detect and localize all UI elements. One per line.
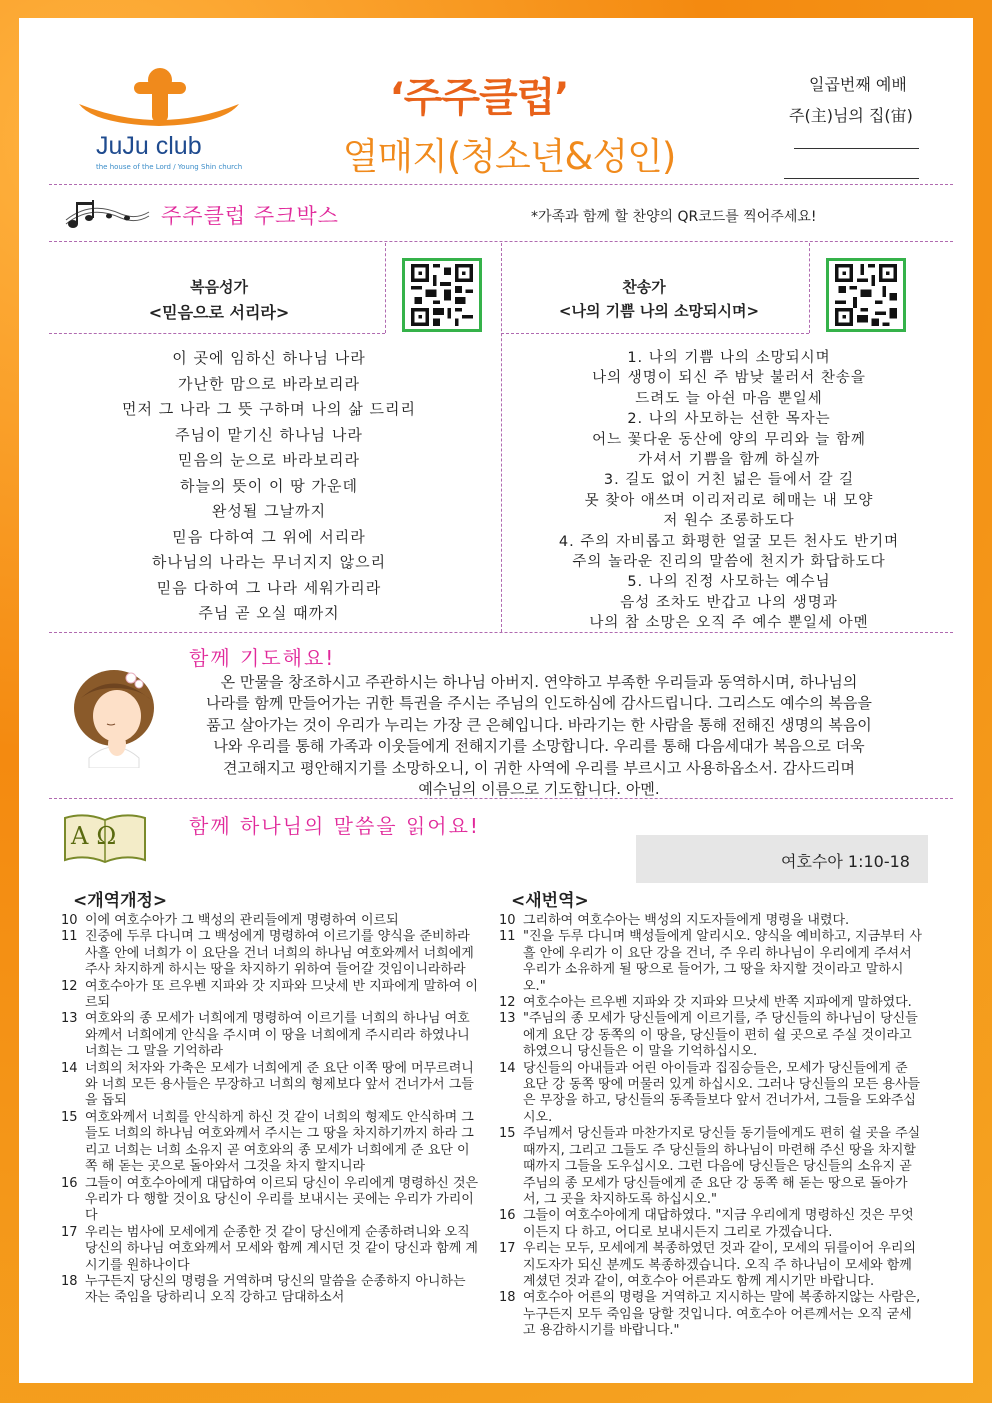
verse: 11 "진을 두루 다니며 백성들에게 알리시오. 양식을 예비하고, 지금부터 사흘 안에 우리가 이 요단 강을 건너, 주 우리 하나님이 우리에게 주셔서 우리가 소유하게 될 땅으로 들어가, 그 땅을 차지할 것이라고 말하시오.": [499, 929, 922, 994]
lyric-line: 나의 생명이 되신 주 밤낮 불러서 찬송을: [592, 370, 866, 387]
verse: 12 여호수아는 르우벤 지파와 갓 지파와 므낫세 반쪽 지파에게 말하였다.: [499, 995, 912, 1011]
lyric-line: 가난한 맘으로 바라보리라: [178, 374, 360, 393]
prayer-line: 나와 우리를 통해 가족과 이웃들에게 전해지기를 소망합니다. 우리를 통해 다음세대가 복음으로 더욱: [213, 737, 865, 756]
old-version-header: <개역개정>: [73, 891, 168, 911]
old-version-verses: [61, 913, 481, 1307]
prayer-text: [149, 672, 929, 800]
lyric-line: 드려도 늘 아쉰 마음 뿐일세: [635, 390, 823, 407]
bible-book-icon: [61, 810, 149, 866]
verse: 14 너희의 처자와 가축은 모세가 너희에게 준 요단 이쪽 땅에 머무르려니와 너희 모든 용사들은 무장하고 너희의 형제보다 앞서 건너가서 그들을 돕되: [61, 1060, 474, 1109]
lyric-line: 5. 나의 진정 사모하는 예수님: [627, 574, 831, 591]
lyric-line: 저 원수 조롱하도다: [663, 513, 795, 530]
new-version-verses: [499, 913, 924, 1340]
lyric-line: 주의 놀라운 진리의 말씀에 천지가 화답하도다: [572, 554, 886, 571]
lyric-line: 못 찾아 애쓰며 이리저리로 헤매는 내 모양: [584, 492, 874, 509]
lyric-line: 주님이 맡기신 하나님 나라: [175, 425, 363, 444]
lyric-line: 믿음의 눈으로 바라보리라: [178, 451, 360, 469]
verse: 13 여호와의 종 모세가 너희에게 명령하여 이르기를 너희의 하나님 여호와께서 너희에게 안식을 주시며 이 땅을 너희에게 주시리라 하였나니 너희는 그 말을 기억하라: [61, 1011, 470, 1060]
lyric-line: 4. 주의 자비롭고 화평한 얼굴 모든 천사도 반기며: [558, 533, 900, 550]
worship-number: 일곱번째 예배: [809, 75, 907, 94]
verse: 10 그리하여 여호수아는 백성의 지도자들에게 명령을 내렸다.: [499, 913, 850, 928]
verse: 16 그들이 여호수아에게 대답하였다. "지금 우리에게 명령하신 것은 무엇이든지 다 하고, 어디로 보내시든지 그리로 가겠습니다.: [499, 1208, 914, 1240]
divider: [501, 333, 809, 334]
prayer-line: 온 만물을 창조하시고 주관하시는 하나님 아버지. 연약하고 부족한 우리들과 동역하시며, 하나님의: [220, 673, 858, 691]
jukebox-title: 주주클럽 주크박스: [161, 204, 339, 228]
juju-club-logo: [74, 66, 244, 176]
lyric-line: 가셔서 기쁨을 함께 하실까: [638, 452, 820, 469]
divider: [49, 184, 953, 185]
qr-code-icon: [832, 264, 900, 326]
lyric-line: 음성 조차도 반갑고 나의 생명과: [620, 594, 838, 611]
verse: 12 여호수아가 또 르우벤 지파와 갓 지파와 므낫세 반 지파에게 말하여 이르되: [61, 978, 478, 1011]
page-subtitle: 열매지(청소년&성인): [342, 135, 676, 178]
divider: [49, 333, 385, 334]
logo-name: JuJu club: [96, 132, 202, 160]
reference-box: [636, 835, 928, 883]
alpha-omega-label: ΑΩ: [71, 822, 125, 850]
music-notes-icon: [61, 190, 151, 235]
verse: 15 주님께서 당신들과 마찬가지로 당신들 동기들에게도 편히 쉴 곳을 주실 때까지, 그리고 그들도 주 당신들의 하나님이 마련해 주신 땅을 차지할 때까지 그들을 도우십시오. 그런 다음에 당신들은 당신들의 소유지 곧 주님의 종 모세가 당신들에게 준 요단 강 동쪽 해 돋는 땅으로 돌아가서, 그 곳을 차지하도록 하십시오.": [499, 1126, 921, 1207]
reading-title: 함께 하나님의 말씀을 읽어요!: [189, 814, 480, 838]
page-title: ‘주주클럽’: [389, 75, 569, 121]
gospel-qr-code[interactable]: [402, 258, 482, 332]
lyric-line: 나의 참 소망은 오직 주 예수 뿐일세 아멘: [589, 615, 869, 632]
hymn-song-title: <나의 기쁨 나의 소망되시며>: [558, 302, 760, 320]
prayer-line: 나라를 함께 만들어가는 귀한 특권을 주시는 주님의 인도하심에 감사드립니다. 그리스도 예수의 복음을: [206, 694, 872, 713]
verse: 10 이에 여호수아가 그 백성의 관리들에게 명령하여 이르되: [61, 913, 399, 928]
lyric-line: 하나님의 나라는 무너지지 않으리: [151, 553, 387, 571]
gospel-song-title: <믿음으로 서리라>: [148, 303, 290, 322]
lyric-line: 믿음 다하여 그 나라 세워가리라: [156, 578, 382, 597]
divider-vertical: [809, 243, 810, 333]
lyric-line: 이 곳에 임하신 하나님 나라: [172, 349, 366, 367]
gospel-lyrics: [59, 346, 479, 627]
gospel-category: 복음성가: [190, 278, 248, 296]
hymn-category: 찬송가: [622, 278, 666, 296]
verse: 18 누구든지 당신의 명령을 거역하며 당신의 말씀을 순종하지 아니하는 자는 죽임을 당하리니 오직 강하고 담대하소서: [61, 1273, 466, 1306]
lyric-line: 완성될 그날까지: [211, 502, 327, 520]
qr-code-icon: [408, 264, 476, 326]
hymn-qr-code[interactable]: [826, 258, 906, 332]
verse: 17 우리는 모두, 모세에게 복종하였던 것과 같이, 모세의 뒤를이어 우리의 지도자가 되신 분께도 복종하겠습니다. 오직 주 하나님이 모세와 함께 계셨던 것과 같이, 여호수아 어른과도 함께 계시기만 바랍니다.: [499, 1241, 916, 1289]
lyric-line: 어느 꽃다운 동산에 양의 무리와 늘 함께: [592, 431, 866, 448]
divider: [49, 241, 953, 242]
blank-line-1: [794, 148, 919, 149]
prayer-line: 예수님의 이름으로 기도합니다. 아멘.: [418, 780, 660, 799]
lyric-line: 주님 곧 오실 때까지: [198, 604, 340, 622]
prayer-title: 함께 기도해요!: [189, 646, 336, 670]
page: [19, 18, 973, 1383]
prayer-line: 품고 살아가는 것이 우리가 누리는 가장 큰 은혜입니다. 바라기는 한 사람을 통해 전해진 생명의 복음이: [206, 715, 872, 734]
lyric-line: 2. 나의 사모하는 선한 목자는: [627, 411, 831, 428]
lyric-line: 믿음 다하여 그 위에 서리라: [172, 527, 366, 546]
verse: 15 여호와께서 너희를 안식하게 하신 것 같이 너희의 형제도 안식하며 그들도 너희의 하나님 여호와께서 주시는 그 땅을 차지하기까지 하라 그리고 너희는 너희 소유지 곧 여호와의 종 모세가 너희에게 준 요단 이쪽 해 돋는 곳으로 돌아와서 그것을 차지 할지니라: [61, 1109, 474, 1175]
verse: 11 진중에 두루 다니며 그 백성에게 명령하여 이르기를 양식을 준비하라 사흘 안에 너희가 이 요단을 건너 너희의 하나님 여호와께서 너희에게 주사 차지하게 하시는 땅을 차지하기 위하여 들어갈 것임이니라하라: [61, 929, 474, 978]
lyric-line: 1. 나의 기쁨 나의 소망되시며: [627, 350, 831, 366]
house-name: 주(主)님의 집(宙): [789, 106, 913, 125]
new-version-header: <새번역>: [511, 891, 589, 911]
logo-tagline: the house of the Lord / Young Shin church: [96, 163, 243, 171]
jukebox-note: *가족과 함께 할 찬양의 QR코드를 찍어주세요!: [531, 209, 817, 225]
lyric-line: 먼저 그 나라 그 뜻 구하며 나의 삶 드리리: [122, 400, 416, 418]
hymn-lyrics: [509, 348, 949, 634]
divider-vertical: [501, 243, 502, 632]
lyric-line: 3. 길도 없이 거친 넓은 들에서 갈 길: [603, 472, 855, 489]
verse: 17 우리는 범사에 모세에게 순종한 것 같이 당신에게 순종하려니와 오직 당신의 하나님 여호와께서 모세와 함께 계시던 것 같이 당신과 함께 계시기를 원하나이다: [61, 1224, 478, 1273]
scripture-reference: 여호수아 1:10-18: [781, 852, 910, 871]
verse: 14 당신들의 아내들과 어린 아이들과 집짐승들은, 모세가 당신들에게 준 요단 강 동쪽 땅에 머물러 있게 하십시오. 그러나 당신들의 모든 용사들은 무장을 하고, 당신들의 동족들보다 앞서 건너가서, 그들을 도와주십시오.: [499, 1060, 921, 1125]
verse: 16 그들이 여호수아에게 대답하여 이르되 당신이 우리에게 명령하신 것은 우리가 다 행할 것이요 당신이 우리를 보내시는 곳에는 우리가 가리이다: [61, 1175, 479, 1224]
divider-vertical: [385, 243, 386, 333]
verse: 13 "주님의 종 모세가 당신들에게 이르기를, 주 당신들의 하나님이 당신들에게 요단 강 동쪽의 이 땅을, 당신들이 편히 쉴 곳으로 주실 것이라고 하였으니 당신들은 이 말을 기억하십시오.: [499, 1011, 918, 1060]
verse: 18 여호수아 어른의 명령을 거역하고 지시하는 말에 복종하지않는 사람은, 누구든지 모두 죽임을 당할 것입니다. 여호수아 어른께서는 오직 굳세고 용감하시기를 바랍니다.": [499, 1290, 921, 1339]
lyric-line: 하늘의 뜻이 이 땅 가운데: [180, 476, 358, 495]
blank-line-2: [784, 178, 919, 179]
prayer-line: 견고해지고 평안해지기를 소망하오니, 이 귀한 사역에 우리를 부르시고 사용하옵소서. 감사드리며: [222, 758, 856, 777]
